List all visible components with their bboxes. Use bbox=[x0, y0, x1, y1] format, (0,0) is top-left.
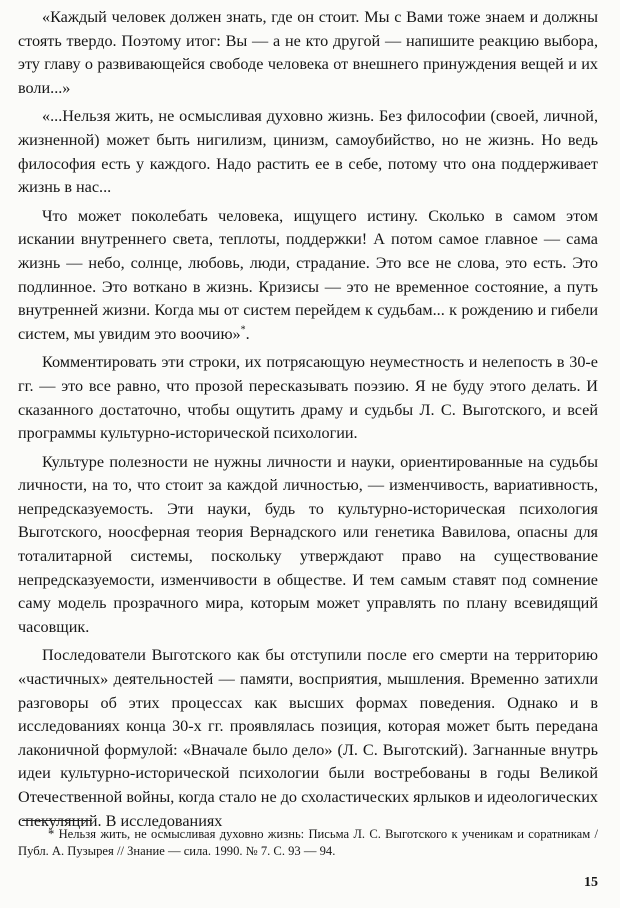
paragraph-quote-2: «...Нельзя жить, не осмысливая духовно жизнь. Без философии (своей, личной, жизненной) может быть нигилизм, цинизм, самоубийство, но не жизнь. Но ведь философия есть у каждого. Надо растить ее в себе, потому что она поддерживает жизнь в нас... bbox=[18, 107, 598, 197]
paragraph-3: Что может поколебать человека, ищущего истину. Сколько в самом этом искании внутреннего света, теплоты, поддержки! А потом самое главное — сама жизнь — небо, солнце, любовь, люди, страдание. Это все не слова, это есть. Это подлинное. Это воткано в жизнь. Кризисы — это не временное состояние, а путь внутренней жизни. Когда мы от систем перейдем к судьбам... к рождению и гибели систем, мы увидим это воочию»*. bbox=[18, 206, 598, 343]
page-number: 15 bbox=[584, 875, 598, 890]
footnote-marker: * bbox=[240, 324, 246, 336]
paragraph-quote-1: «Каждый человек должен знать, где он стоит. Мы с Вами тоже знаем и должны стоять твердо. Поэтому итог: Вы — а не кто другой — напишите реакцию выбора, эту главу о развивающейся свободе человека от внешнего принуждения вещей и их воли...» bbox=[18, 8, 598, 97]
footnote-rule bbox=[22, 820, 92, 821]
paragraph-4: Комментировать эти строки, их потрясающую неуместность и нелепость в 30-е гг. — это все равно, что прозой пересказывать поэзию. Я не буду этого делать. И сказанного достаточно, чтобы ощутить драму и судьбы Л. С. Выготского, и всей программы культурно-исторической психологии. bbox=[18, 353, 598, 443]
paragraph-5: Культуре полезности не нужны личности и науки, ориентированные на судьбы личности, на то, что стоит за каждой личностью, — изменчивость, вариативность, непредсказуемость. Эти науки, будь то культурно-историческая психология Выготского, ноосферная теория Вернадского или генетика Вавилова, опасны для тоталитарной системы, поскольку утверждают право на существование непредсказуемости, изменчивости в обществе. И тем самым ставят под сомнение саму модель прозрачного мира, которым может управлять по плану всевидящий часовщик. bbox=[18, 452, 598, 636]
footnote: * Нельзя жить, не осмысливая духовно жизнь: Письма Л. С. Выготского к ученикам и соратникам / Публ. А. Пузырея // Знание — сила. 1990. № 7. С. 93 — 94. bbox=[18, 827, 598, 858]
body-text bbox=[18, 6, 598, 838]
paragraph-3-text: Что может поколебать человека, ищущего истину. Сколько в самом этом искании внутреннего света, теплоты, поддержки! А потом самое главное — сама жизнь — небо, солнце, любовь, люди, страдание. Это все не слова, это есть. Это подлинное. Это воткано в жизнь. Кризисы — это не временное состояние, а путь внутренней жизни. Когда мы от систем перейдем к судьбам... к рождению и гибели систем, мы увидим это воочию» bbox=[18, 206, 598, 343]
paragraph-6: Последователи Выготского как бы отступили после его смерти на территорию «частичных» деятельностей — памяти, восприятия, мышления. Временно затихли разговоры об этих процессах как высших формах поведения. Однако и в исследованиях конца 30-х гг. проявлялась позиция, которая может быть передана лаконичной формулой: «Вначале было дело» (Л. С. Выготский). Загнанные внутрь идеи культурно-исторической психологии были востребованы в годы Великой Отечественной войны, когда стало не до схоластических ярлыков и идеологических спекуляций. В исследованиях bbox=[18, 646, 598, 830]
